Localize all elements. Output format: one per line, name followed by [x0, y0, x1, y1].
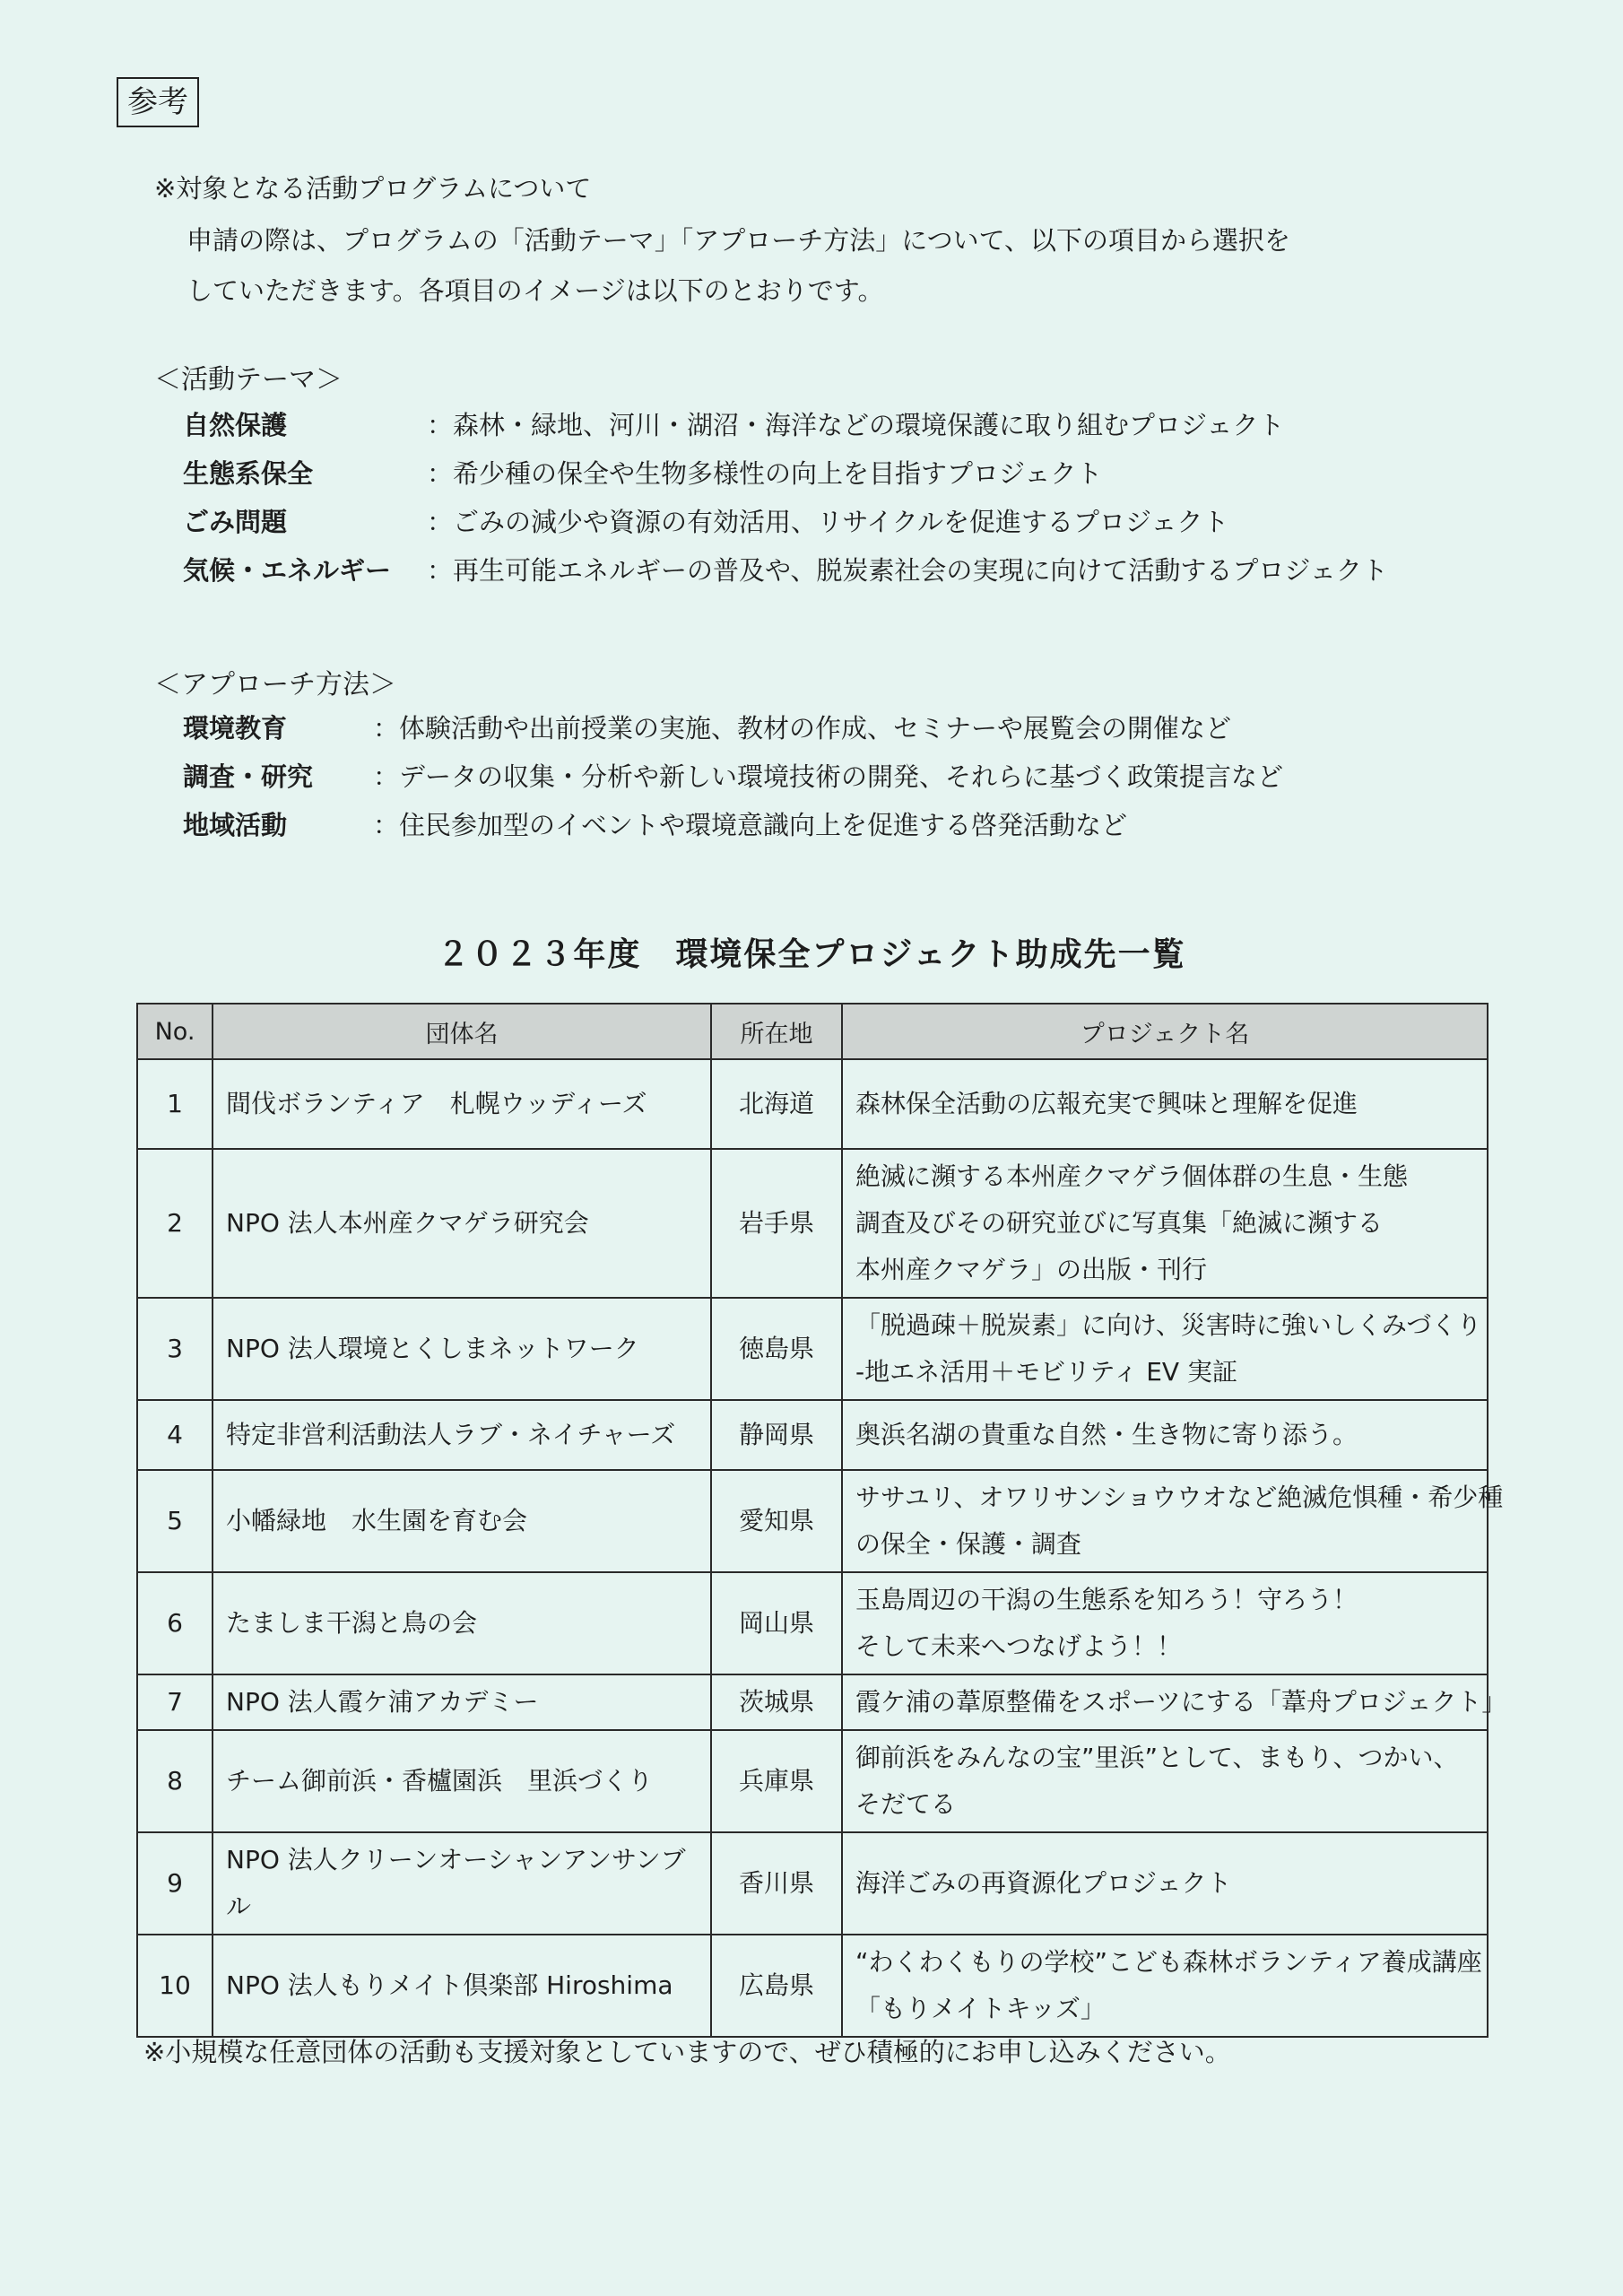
table-row [137, 1935, 1488, 2037]
cell-location: 岩手県 [711, 1149, 842, 1298]
cell-organization: 間伐ボランティア 札幌ウッディーズ [213, 1059, 711, 1149]
project-line: 奥浜名湖の貴重な自然・生き物に寄り添う。 [855, 1420, 1358, 1449]
cell-no: 10 [137, 1935, 213, 2037]
approach-description: ：体験活動や出前授業の実施、教材の作成、セミナーや展覧会の開催など [373, 713, 1232, 744]
project-line: そだてる [855, 1789, 957, 1819]
cell-organization: NPO 法人環境とくしまネットワーク [213, 1298, 711, 1400]
table-row [137, 1730, 1488, 1832]
cell-project [842, 1298, 1488, 1400]
theme-term: 気候・エネルギー [183, 555, 392, 586]
cell-project [842, 1470, 1504, 1572]
cell-location: 香川県 [711, 1832, 842, 1935]
cell-location: 広島県 [711, 1935, 842, 2037]
project-line: 玉島周辺の干潟の生態系を知ろう！守ろう！ [855, 1585, 1358, 1614]
table-row [137, 1470, 1488, 1572]
cell-no: 4 [137, 1400, 213, 1470]
approach-description: ：住民参加型のイベントや環境意識向上を促進する啓発活動など [373, 810, 1128, 840]
cell-no: 1 [137, 1059, 213, 1149]
header-no: No. [137, 1004, 213, 1059]
table-row [137, 1674, 1488, 1730]
theme-term: ごみ問題 [183, 507, 288, 537]
table-row [137, 1298, 1488, 1400]
cell-no: 5 [137, 1470, 213, 1572]
cell-no: 6 [137, 1572, 213, 1674]
cell-organization: 特定非営利活動法人ラブ・ネイチャーズ [213, 1400, 711, 1470]
note-heading: ※対象となる活動プログラムについて [154, 173, 592, 204]
theme-description: ：希少種の保全や生物多様性の向上を目指すプロジェクト [427, 458, 1103, 489]
cell-location: 岡山県 [711, 1572, 842, 1674]
cell-organization: NPO 法人本州産クマゲラ研究会 [213, 1149, 711, 1298]
theme-item [183, 405, 1388, 454]
theme-section-heading: ＜活動テーマ＞ [154, 364, 343, 396]
intro-paragraph [187, 215, 1496, 316]
approach-term: 調査・研究 [183, 761, 314, 792]
approach-description: ：データの収集・分析や新しい環境技術の開発、それらに基づく政策提言など [373, 761, 1284, 792]
table-row [137, 1149, 1488, 1298]
table-title: ２０２３年度 環境保全プロジェクト助成先一覧 [437, 936, 1186, 973]
cell-organization: たましま干潟と鳥の会 [213, 1572, 711, 1674]
project-line: 調査及びその研究並びに写真集「絶滅に瀕する [855, 1208, 1384, 1238]
project-line: 海洋ごみの再資源化プロジェクト [855, 1868, 1232, 1898]
table-row [137, 1832, 1488, 1935]
cell-no: 2 [137, 1149, 213, 1298]
cell-organization: 小幡緑地 水生園を育む会 [213, 1470, 711, 1572]
cell-organization: NPO 法人霞ケ浦アカデミー [213, 1674, 711, 1730]
theme-list [183, 405, 1388, 599]
cell-project [842, 1832, 1488, 1935]
theme-description: ：再生可能エネルギーの普及や、脱炭素社会の実現に向けて活動するプロジェクト [427, 555, 1388, 586]
project-line: 御前浜をみんなの宝”里浜”として、まもり、つかい、 [855, 1743, 1459, 1772]
table-row [137, 1572, 1488, 1674]
approach-section-heading: ＜アプローチ方法＞ [154, 669, 396, 700]
theme-term: 自然保護 [183, 410, 288, 440]
cell-location: 愛知県 [711, 1470, 842, 1572]
theme-description: ：ごみの減少や資源の有効活用、リサイクルを促進するプロジェクト [427, 507, 1229, 537]
project-line: 「脱過疎＋脱炭素」に向け、災害時に強いしくみづくり [855, 1310, 1482, 1340]
approach-item [183, 805, 1283, 854]
intro-line: 申請の際は、プログラムの「活動テーマ」「アプローチ方法」について、以下の項目から選択を [187, 225, 1291, 256]
cell-location: 徳島県 [711, 1298, 842, 1400]
cell-project [842, 1935, 1488, 2037]
theme-description: ：森林・緑地、河川・湖沼・海洋などの環境保護に取り組むプロジェクト [427, 410, 1285, 440]
cell-no: 9 [137, 1832, 213, 1935]
footnote: ※小規模な任意団体の活動も支援対象としていますので、ぜひ積極的にお申し込みください。 [143, 2037, 1231, 2067]
grant-recipients-table [136, 1003, 1507, 2038]
cell-organization: NPO 法人クリーンオーシャンアンサンブル [213, 1832, 711, 1935]
project-line: 本州産クマゲラ」の出版・刊行 [855, 1255, 1208, 1284]
theme-item [183, 502, 1388, 551]
project-line: 霞ケ浦の葦原整備をスポーツにする「葦舟プロジェクト」 [855, 1687, 1507, 1717]
project-line: -地エネ活用＋モビリティ EV 実証 [855, 1357, 1237, 1387]
cell-location: 北海道 [711, 1059, 842, 1149]
approach-term: 地域活動 [183, 810, 288, 840]
cell-project [842, 1572, 1488, 1674]
table-row [137, 1059, 1488, 1149]
cell-no: 3 [137, 1298, 213, 1400]
approach-term: 環境教育 [183, 713, 288, 744]
project-line: 絶滅に瀕する本州産クマゲラ個体群の生息・生態 [855, 1161, 1409, 1191]
cell-location: 兵庫県 [711, 1730, 842, 1832]
cell-organization: NPO 法人もりメイト倶楽部 Hiroshima [213, 1935, 711, 2037]
cell-project [842, 1730, 1488, 1832]
theme-item [183, 454, 1388, 502]
theme-item [183, 551, 1388, 599]
project-line: の保全・保護・調査 [855, 1529, 1082, 1559]
cell-location: 静岡県 [711, 1400, 842, 1470]
intro-line: していただきます。各項目のイメージは以下のとおりです。 [187, 275, 884, 306]
table-header-row [137, 1004, 1488, 1059]
cell-organization: チーム御前浜・香櫨園浜 里浜づくり [213, 1730, 711, 1832]
cell-project [842, 1400, 1488, 1470]
approach-item [183, 709, 1283, 757]
project-line: “わくわくもりの学校”こども森林ボランティア養成講座 [855, 1947, 1482, 1977]
header-project: プロジェクト名 [842, 1004, 1488, 1059]
cell-project [842, 1674, 1507, 1730]
project-line: 「もりメイトキッズ」 [855, 1994, 1106, 2023]
table-row [137, 1400, 1488, 1470]
cell-project [842, 1149, 1488, 1298]
reference-label: 参考 [117, 77, 199, 127]
project-line: 森林保全活動の広報充実で興味と理解を促進 [855, 1089, 1358, 1118]
cell-location: 茨城県 [711, 1674, 842, 1730]
approach-item [183, 757, 1283, 805]
theme-term: 生態系保全 [183, 458, 314, 489]
cell-no: 8 [137, 1730, 213, 1832]
header-location: 所在地 [711, 1004, 842, 1059]
approach-list [183, 709, 1283, 854]
cell-project [842, 1059, 1488, 1149]
header-organization: 団体名 [213, 1004, 711, 1059]
project-line: そして未来へつなげよう！！ [855, 1631, 1183, 1661]
project-line: ササユリ、オワリサンショウウオなど絶滅危惧種・希少種 [855, 1483, 1504, 1512]
cell-no: 7 [137, 1674, 213, 1730]
